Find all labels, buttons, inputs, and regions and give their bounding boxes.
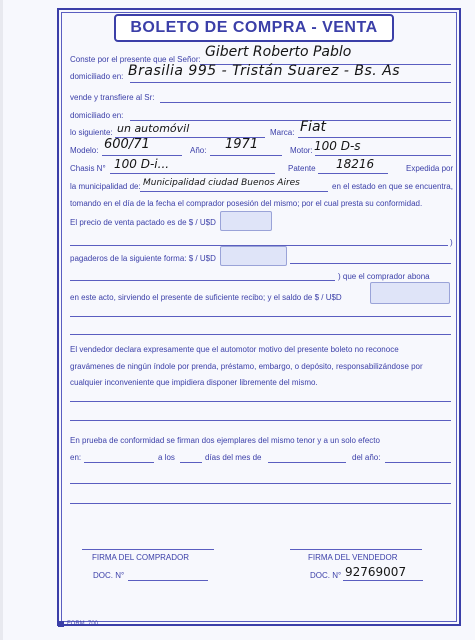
value-marca[interactable]: Fiat: [300, 119, 327, 135]
saldo-box[interactable]: [370, 282, 450, 304]
label-anio: Año:: [190, 146, 207, 155]
line-municipalidad: [140, 191, 328, 192]
label-en: en:: [70, 453, 82, 462]
line-abona: [70, 280, 335, 281]
label-estado: en el estado en que se encuentra,: [332, 182, 453, 191]
label-dias: días del mes de: [205, 453, 262, 462]
line-firma-vendedor: [290, 549, 422, 550]
label-vende: vende y transfiere al Sr:: [70, 93, 155, 102]
form-number-label: FORM. 700: [67, 621, 99, 627]
line-declara-1: [70, 401, 451, 402]
line-pagaderos: [290, 263, 451, 264]
form-title: BOLETO DE COMPRA - VENTA: [130, 19, 378, 36]
line-marca: [298, 137, 451, 138]
value-domicilio[interactable]: Brasilia 995 - Tristán Suarez - Bs. As: [128, 63, 401, 79]
value-patente[interactable]: 18216: [336, 157, 375, 171]
line-mes: [268, 462, 346, 463]
line-extra-1: [70, 483, 451, 484]
value-chasis[interactable]: 100 D-i...: [114, 157, 170, 171]
scan-edge: [0, 0, 3, 640]
label-declara-2: gravámenes de ningún índole por prenda, préstamo, embargo, o depósito, responsabilizándose por: [70, 362, 423, 371]
line-alos: [180, 462, 202, 463]
line-anio: [210, 155, 282, 156]
line-comprador: [160, 102, 451, 103]
label-siguiente: lo siguiente:: [70, 128, 113, 137]
line-domicilio-2: [130, 120, 451, 121]
label-conste: Conste por el presente que el Señor:: [70, 55, 201, 64]
form-number: [58, 621, 98, 627]
label-domiciliado-1: domiciliado en:: [70, 72, 124, 81]
label-municipalidad: la municipalidad de:: [70, 182, 141, 191]
label-patente: Patente: [288, 164, 316, 173]
label-firma-vendedor: FIRMA DEL VENDEDOR: [308, 553, 398, 562]
label-abona: ) que el comprador abona: [338, 272, 430, 281]
title-box: [114, 14, 394, 42]
line-domicilio-1: [130, 82, 451, 83]
value-senor[interactable]: Gibert Roberto Pablo: [205, 44, 352, 60]
label-domiciliado-2: domiciliado en:: [70, 111, 124, 120]
line-extra-2: [70, 503, 451, 504]
value-modelo[interactable]: 600/71: [104, 137, 150, 152]
line-motor: [315, 155, 451, 156]
label-declara-3: cualquier inconveniente que impidiera disponer libremente del mismo.: [70, 378, 318, 387]
line-declara-2: [70, 420, 451, 421]
line-chasis: [110, 173, 275, 174]
paren-precio: ): [450, 238, 453, 247]
label-expedida: Expedida por: [406, 164, 454, 173]
label-doc-comprador: DOC. N°: [93, 571, 125, 580]
line-en: [84, 462, 154, 463]
label-modelo: Modelo:: [70, 146, 99, 155]
label-precio: El precio de venta pactado es de $ / U$D: [70, 218, 216, 227]
payment-box[interactable]: [220, 246, 287, 266]
label-motor: Motor:: [290, 146, 313, 155]
label-prueba: En prueba de conformidad se firman dos ejemplares del mismo tenor y a un solo efecto: [70, 436, 380, 445]
line-patente: [318, 173, 388, 174]
value-anio[interactable]: 1971: [225, 137, 259, 152]
label-chasis: Chasis N°: [70, 164, 106, 173]
price-box[interactable]: [220, 211, 272, 231]
line-firma-comprador: [82, 549, 214, 550]
line-anio-firma: [385, 462, 451, 463]
label-alos: a los: [158, 453, 175, 462]
label-firma-comprador: FIRMA DEL COMPRADOR: [92, 553, 190, 562]
label-doc-vendedor: DOC. N°: [310, 571, 342, 580]
label-delanio: del año:: [352, 453, 381, 462]
label-recibo: en este acto, sirviendo el presente de suficiente recibo; y el saldo de $ / U$D: [70, 293, 342, 302]
value-motor[interactable]: 100 D-s: [314, 139, 361, 153]
value-siguiente[interactable]: un automóvil: [117, 122, 190, 135]
value-doc-vendedor[interactable]: 92769007: [345, 565, 407, 579]
label-marca: Marca:: [270, 128, 295, 137]
label-tomando: tomando en el día de la fecha el comprador posesión del mismo; por el cual presta su conformidad.: [70, 199, 423, 208]
line-doc-vendedor: [343, 580, 423, 581]
form-inner-border: [61, 12, 457, 622]
form-mark-icon: [58, 621, 64, 627]
line-saldo-1: [70, 316, 451, 317]
line-modelo: [102, 155, 182, 156]
line-saldo-2: [70, 334, 451, 335]
label-pagaderos: pagaderos de la siguiente forma: $ / U$D: [70, 254, 216, 263]
value-municipalidad[interactable]: Municipalidad ciudad Buenos Aires: [143, 178, 300, 188]
line-doc-comprador: [128, 580, 208, 581]
label-declara-1: El vendedor declara expresamente que el automotor motivo del presente boleto no reconoce: [70, 345, 399, 354]
